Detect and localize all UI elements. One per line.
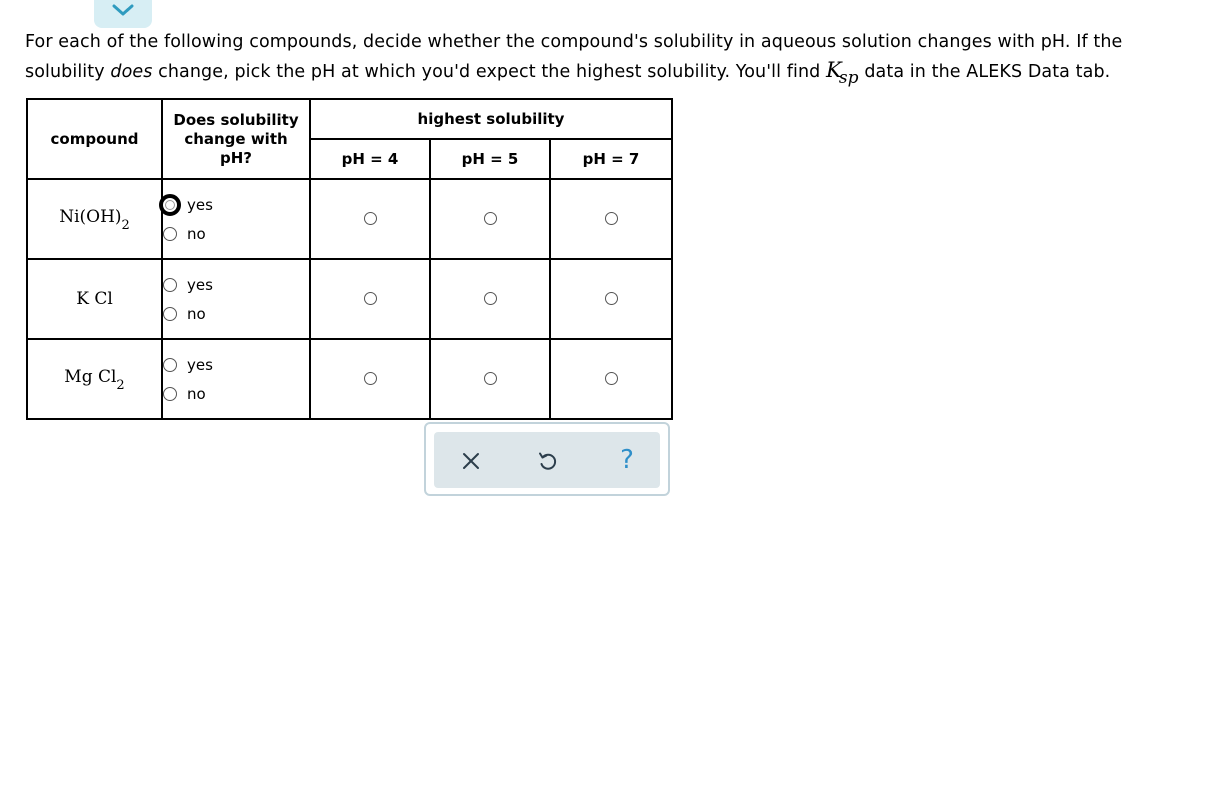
table-row [27,339,672,419]
clear-button[interactable] [458,448,484,474]
header-ph-5: pH = 5 [430,139,550,179]
solubility-change-options [162,339,310,419]
compound-cell: Mg $Cl_2$ [27,339,162,419]
help-button[interactable]: ? [620,445,634,475]
table-row [27,179,672,259]
radio-button[interactable] [163,278,177,292]
header-ph-7: pH = 7 [550,139,672,179]
radio-button[interactable] [159,194,181,216]
ph-4-cell [310,259,430,339]
undo-button[interactable] [535,448,561,474]
toolbar-panel [434,432,660,488]
collapse-tab[interactable] [94,0,152,28]
close-icon [458,448,484,474]
header-highest-solubility: highest solubility [310,99,672,139]
no-option[interactable]: no [163,384,309,404]
ph-7-radio[interactable] [605,212,618,225]
ph-7-radio[interactable] [605,372,618,385]
compound-cell: K Cl [27,259,162,339]
ph-7-cell [550,339,672,419]
ph-5-cell [430,179,550,259]
ph-4-cell [310,339,430,419]
header-solubility-change: Does solubility change with pH? [162,99,310,179]
answer-table [26,98,673,420]
ph-5-cell [430,259,550,339]
radio-button[interactable] [163,358,177,372]
ph-7-cell [550,259,672,339]
radio-button[interactable] [163,307,177,321]
no-option[interactable]: no [163,304,309,324]
compound-cell: $Ni(OH)_2$ [27,179,162,259]
ksp-symbol: K [826,58,842,82]
ph-7-cell [550,179,672,259]
ph-5-radio[interactable] [484,292,497,305]
undo-icon [535,448,561,474]
ph-7-radio[interactable] [605,292,618,305]
answer-toolbar [424,422,670,496]
ph-4-radio[interactable] [364,292,377,305]
yes-option[interactable]: yes [163,355,309,375]
no-option[interactable]: no [163,224,309,244]
yes-option[interactable]: yes [163,275,309,295]
ph-4-cell [310,179,430,259]
ph-4-radio[interactable] [364,212,377,225]
table-row [27,259,672,339]
radio-button[interactable] [163,227,177,241]
header-compound: compound [27,99,162,179]
ph-5-radio[interactable] [484,372,497,385]
solubility-change-options [162,179,310,259]
ksp-subscript: sp [838,68,859,88]
ph-5-cell [430,339,550,419]
yes-option[interactable]: yes [163,195,309,215]
question-instructions: For each of the following compounds, decide whether the compound's solubility in aqueous solution changes with pH. If the solubility does change, pick the pH at which you'd expect the highest solubility. You'll find Ksp data in the ALEKS Data tab. [25,32,1123,88]
header-ph-4: pH = 4 [310,139,430,179]
chevron-down-icon [111,2,135,18]
ph-5-radio[interactable] [484,212,497,225]
radio-button[interactable] [163,387,177,401]
ph-4-radio[interactable] [364,372,377,385]
solubility-change-options [162,259,310,339]
